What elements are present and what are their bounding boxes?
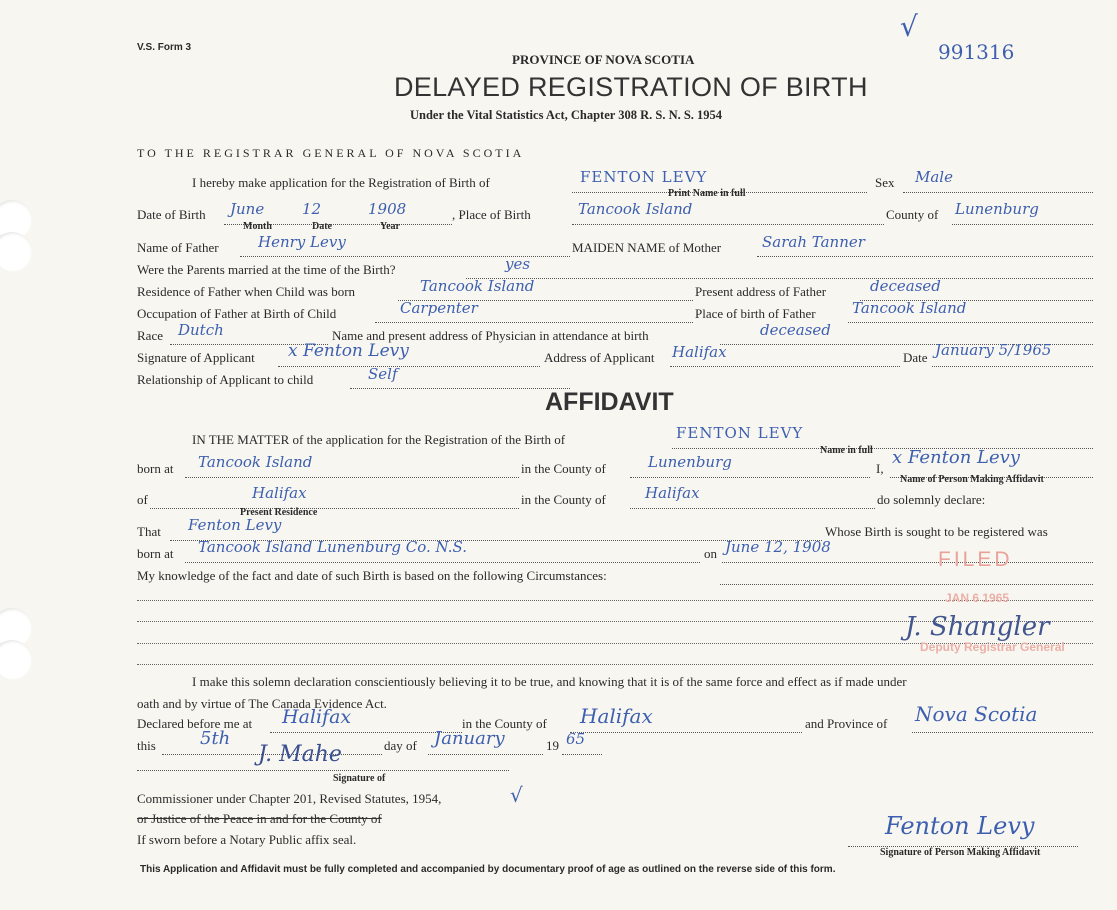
filed-stamp-registrar: Deputy Registrar General — [920, 640, 1065, 654]
born-at-label: born at — [137, 461, 174, 476]
i-label: I, — [876, 461, 884, 476]
father-birthplace-label: Place of birth of Father — [695, 306, 816, 321]
dob-day-value: 12 — [302, 200, 322, 218]
filed-stamp-title: FILED — [938, 548, 1013, 571]
applicant-address-label: Address of Applicant — [544, 350, 655, 365]
commissioner-signature: J. Mahe — [258, 742, 342, 767]
place-label: , Place of Birth — [452, 207, 531, 222]
father-label: Name of Father — [137, 240, 219, 255]
file-number: 991316 — [938, 40, 1015, 64]
married-value: yes — [505, 255, 531, 273]
residence-caption: Present Residence — [240, 507, 318, 518]
day-of-label: day of — [384, 738, 417, 753]
relationship-value: Self — [368, 365, 398, 383]
month-caption: Month — [243, 221, 272, 232]
month-value: January — [434, 728, 505, 749]
commissioner-label: Commissioner under Chapter 201, Revised Statutes, 1954, — [137, 791, 442, 806]
province-value: Nova Scotia — [915, 702, 1038, 726]
dob-label: Date of Birth — [137, 207, 206, 222]
sex-label: Sex — [875, 175, 895, 190]
apply-label: I hereby make application for the Registration of Birth of — [192, 175, 490, 190]
declaration-line-2: oath and by virtue of The Canada Evidence Act. — [137, 696, 387, 711]
knowledge-label: My knowledge of the fact and date of such Birth is based on the following Circumstances: — [137, 568, 607, 583]
physician-value: deceased — [760, 321, 831, 339]
signature-of-caption: Signature of — [333, 773, 386, 784]
date-label: Date — [903, 350, 928, 365]
form-subtitle: Under the Vital Statistics Act, Chapter 308 R. S. N. S. 1954 — [410, 108, 723, 122]
deponent-signature: Fenton Levy — [885, 812, 1035, 840]
solemnly-declare: do solemnly declare: — [877, 492, 986, 507]
applicant-signature-label: Signature of Applicant — [137, 350, 255, 365]
punch-hole — [0, 640, 32, 680]
punch-hole — [0, 232, 32, 272]
commissioner-check: √ — [510, 783, 523, 807]
born-at-label-2: born at — [137, 546, 174, 561]
residence-county-value: Halifax — [645, 484, 700, 502]
form-title: DELAYED REGISTRATION OF BIRTH — [394, 72, 868, 102]
date-caption: Date — [312, 221, 332, 232]
county-value: Lunenburg — [955, 200, 1039, 218]
deponent-signature-caption: Signature of Person Making Affidavit — [880, 847, 1041, 858]
residence-county-label: in the County of — [521, 492, 606, 507]
name-full-caption: Name in full — [820, 445, 873, 456]
born-at-value: Tancook Island — [198, 453, 313, 471]
print-name-caption: Print Name in full — [668, 188, 746, 199]
that-label: That — [137, 524, 161, 539]
dob-year-value: 1908 — [368, 200, 407, 218]
date-value: January 5/1965 — [935, 341, 1052, 359]
occupation-value: Carpenter — [400, 299, 478, 317]
father-birthplace-value: Tancook Island — [852, 299, 967, 317]
race-value: Dutch — [178, 321, 224, 339]
residence-label: Residence of Father when Child was born — [137, 284, 356, 299]
present-address-label: Present address of Father — [695, 284, 827, 299]
declared-county-label: in the County of — [462, 716, 547, 731]
mother-value: Sarah Tanner — [762, 233, 865, 251]
declared-at-value: Halifax — [282, 706, 352, 728]
whose-birth-text: Whose Birth is sought to be registered was — [825, 524, 1048, 539]
residence-value: Tancook Island — [420, 277, 535, 295]
year-caption: Year — [380, 221, 400, 232]
on-label: on — [704, 546, 717, 561]
sex-value: Male — [915, 168, 953, 186]
justice-label: or Justice of the Peace in and for the County of — [137, 811, 382, 826]
applicant-address-value: Halifax — [672, 343, 727, 361]
born-at-value-2: Tancook Island Lunenburg Co. N.S. — [198, 538, 468, 556]
filed-stamp-date: JAN 6 1965 — [945, 591, 1010, 605]
matter-label: IN THE MATTER of the application for the Registration of the Birth of — [192, 432, 566, 447]
born-county-value: Lunenburg — [648, 453, 732, 471]
province-heading: PROVINCE OF NOVA SCOTIA — [512, 52, 695, 67]
form-number: V.S. Form 3 — [137, 42, 192, 53]
race-label: Race — [137, 328, 163, 343]
check-mark: √ — [900, 10, 918, 43]
relationship-label: Relationship of Applicant to child — [137, 372, 314, 387]
born-county-label: in the County of — [521, 461, 606, 476]
father-value: Henry Levy — [258, 233, 346, 251]
mother-label: MAIDEN NAME of Mother — [572, 240, 722, 255]
affidavit-heading: AFFIDAVIT — [545, 388, 674, 416]
declared-county-value: Halifax — [580, 704, 653, 728]
residence-value-affidavit: Halifax — [252, 484, 307, 502]
on-date-value: June 12, 1908 — [725, 538, 831, 556]
declared-label: Declared before me at — [137, 716, 253, 731]
registrar-signature: J. Shangler — [905, 612, 1050, 642]
applicant-signature-value: x Fenton Levy — [288, 341, 409, 361]
year-suffix-value: 65 — [566, 730, 586, 748]
province-label: and Province of — [805, 716, 888, 731]
county-label: County of — [886, 207, 939, 222]
this-label: this — [137, 738, 156, 753]
present-address-value: deceased — [870, 277, 941, 295]
place-value: Tancook Island — [578, 200, 693, 218]
matter-name-value: FENTON LEVY — [676, 424, 804, 442]
deponent-caption: Name of Person Making Affidavit — [900, 474, 1044, 485]
child-name-value: FENTON LEVY — [580, 168, 708, 186]
physician-label: Name and present address of Physician in attendance at birth — [332, 328, 649, 343]
declaration-line-1: I make this solemn declaration conscientiously believing it to be true, and knowing that it is of the same force and effect as if made under — [192, 674, 907, 689]
deponent-value: x Fenton Levy — [892, 447, 1020, 468]
dob-month-value: June — [230, 200, 265, 218]
year-prefix: 19 — [546, 738, 559, 753]
that-name-value: Fenton Levy — [188, 516, 282, 534]
to-registrar-line: TO THE REGISTRAR GENERAL OF NOVA SCOTIA — [137, 146, 525, 160]
notary-label: If sworn before a Notary Public affix seal. — [137, 832, 357, 847]
of-label: of — [137, 492, 148, 507]
occupation-label: Occupation of Father at Birth of Child — [137, 306, 337, 321]
footer-note: This Application and Affidavit must be fully completed and accompanied by documentary proof of age as outlined on the reverse side of this form. — [140, 864, 836, 875]
married-label: Were the Parents married at the time of the Birth? — [137, 262, 396, 277]
this-day-value: 5th — [200, 728, 231, 749]
